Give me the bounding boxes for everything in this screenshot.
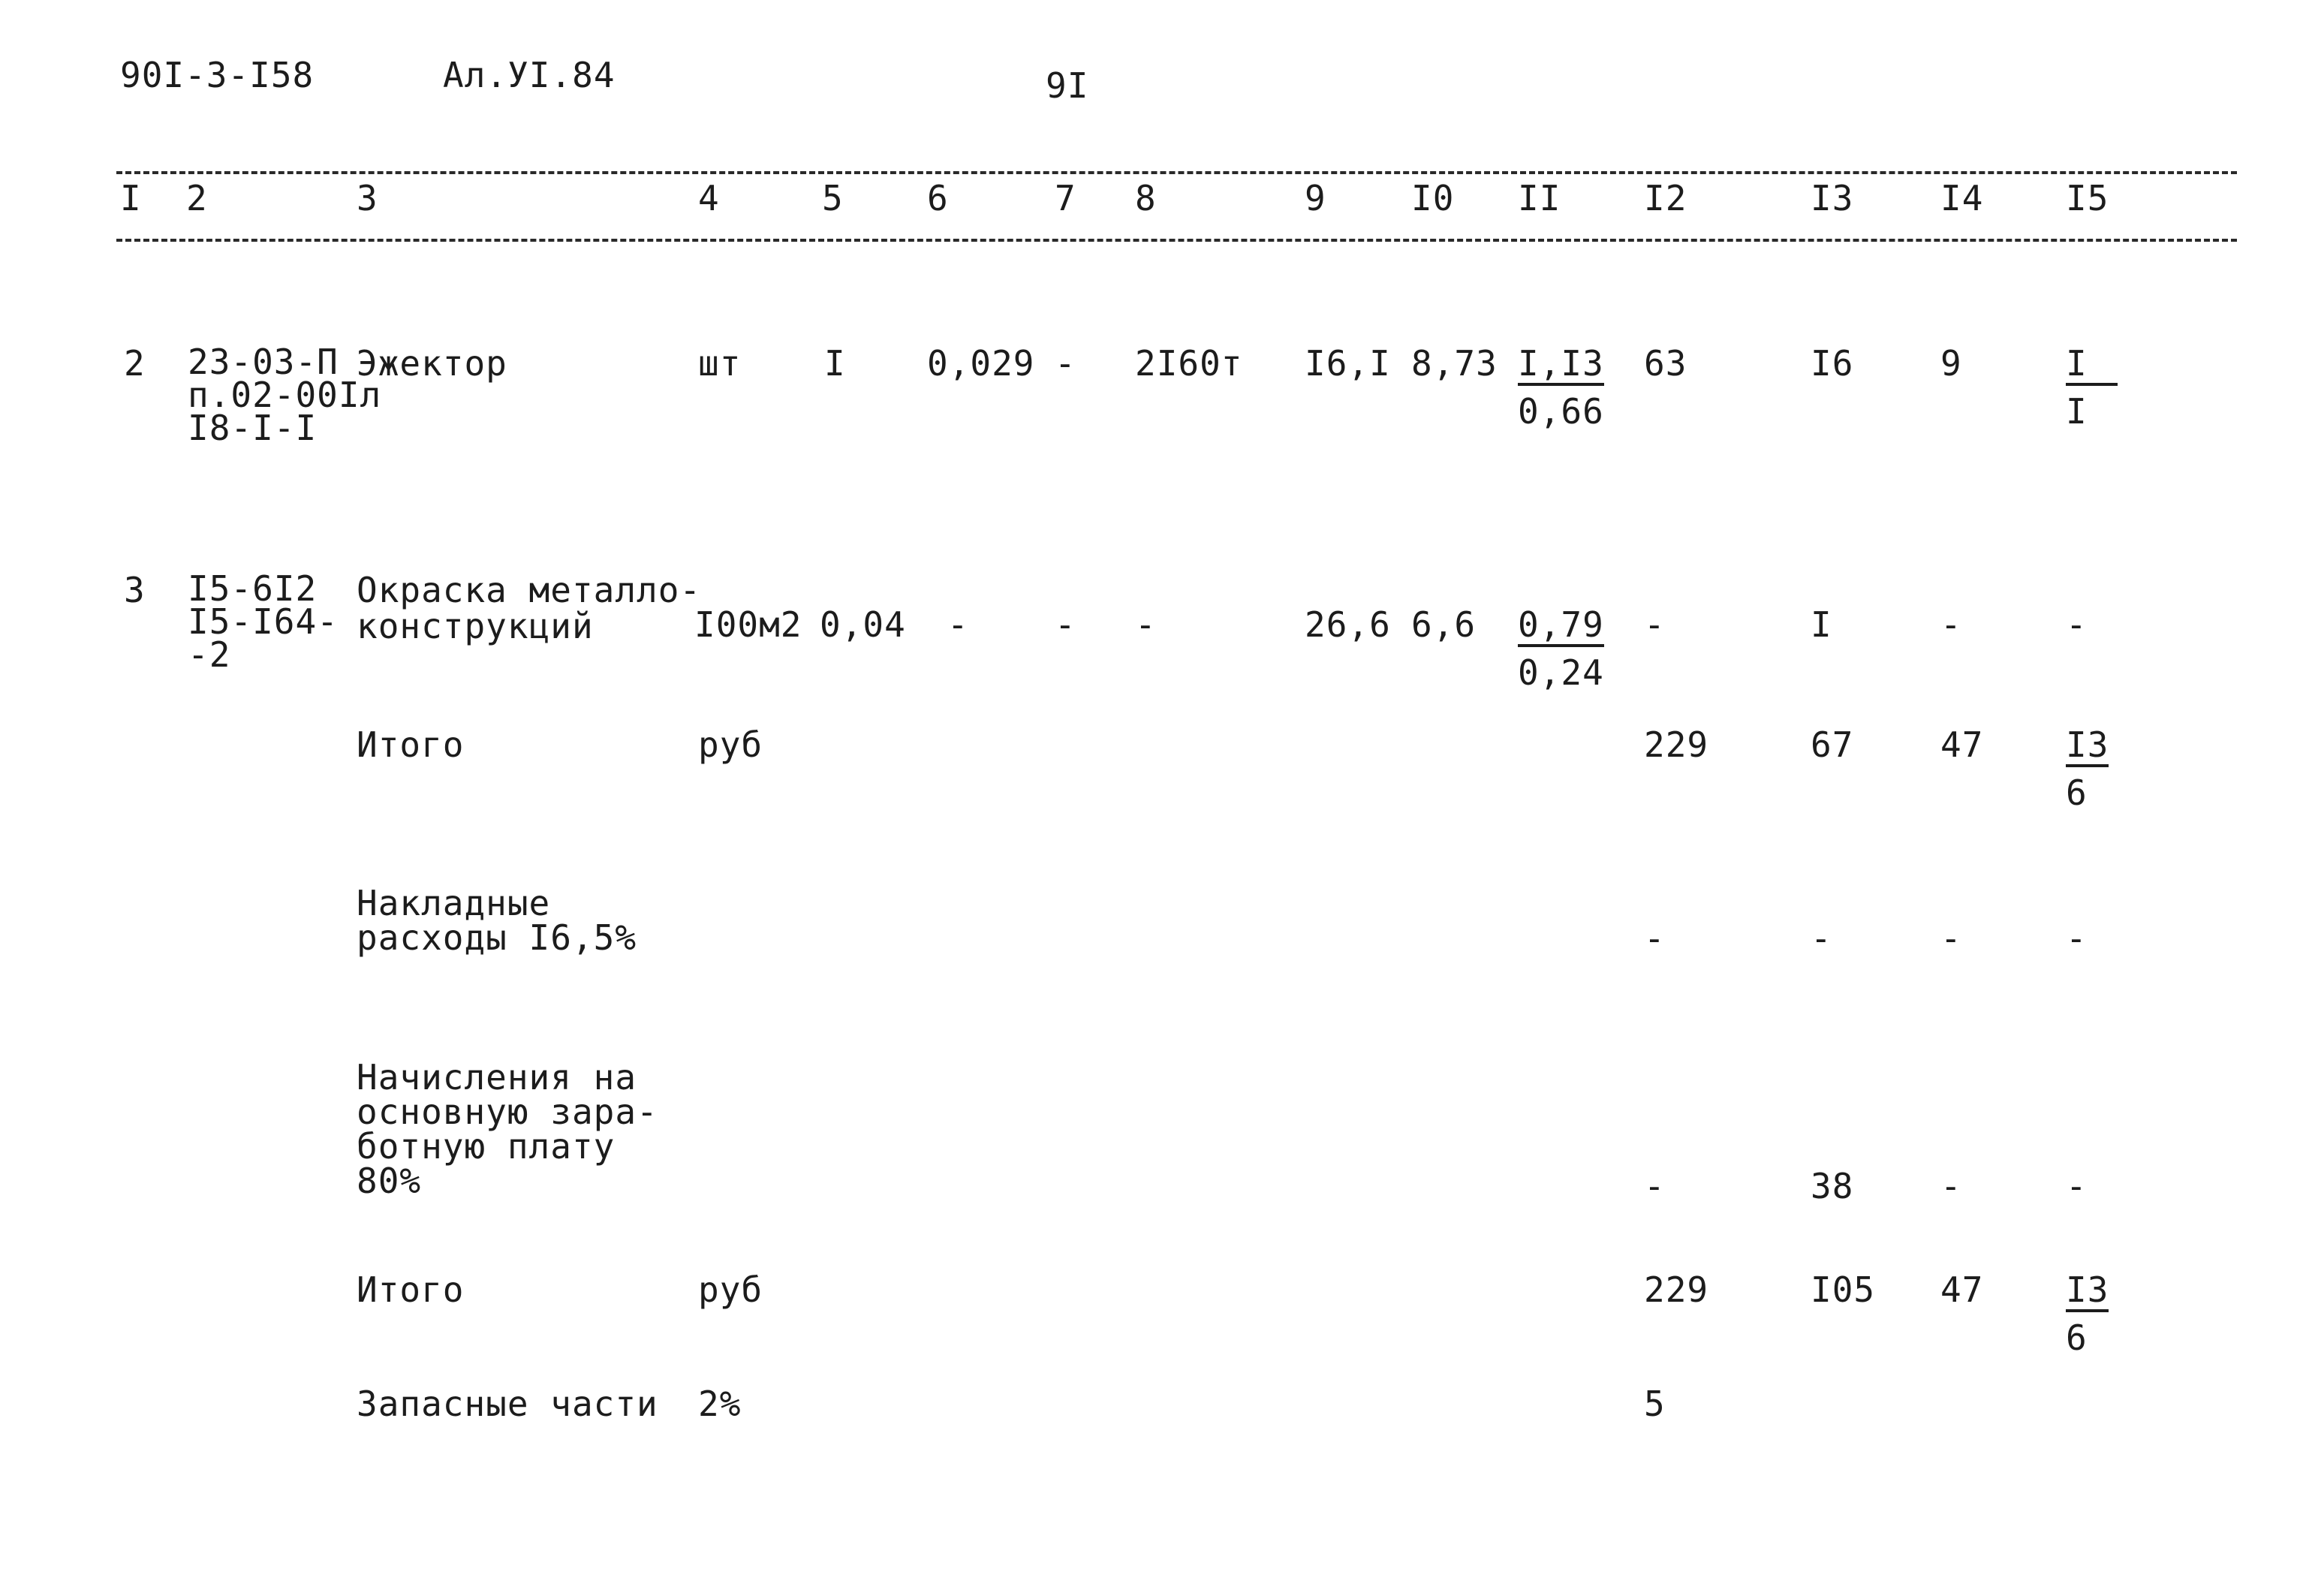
row-number: 3 <box>124 570 146 610</box>
row-number: 2 <box>124 343 146 384</box>
column-12-value: 229 <box>1644 724 1709 765</box>
item-name: Итого <box>357 724 465 765</box>
fraction-denominator: 0,24 <box>1518 652 1604 693</box>
column-14-value: 47 <box>1940 1269 1984 1310</box>
column-15-fraction <box>2066 1269 2109 1358</box>
unit: 2% <box>698 1384 742 1424</box>
column-13-value: I <box>1811 604 1832 645</box>
column-15-value: - <box>2066 604 2088 645</box>
item-name: Накладные расходы I6,5% <box>357 883 637 958</box>
quantity: I <box>824 343 846 384</box>
column-14-value: - <box>1940 1166 1962 1206</box>
quantity: 0,04 <box>820 604 906 645</box>
column-header-14: I4 <box>1940 178 1984 218</box>
item-name: Окраска металло- конструкций <box>357 570 702 646</box>
unit: шт <box>698 343 742 384</box>
column-13-value: - <box>1811 918 1832 959</box>
column-header-10: I0 <box>1411 178 1455 218</box>
column-6-value: 0,029 <box>927 343 1035 384</box>
header-bottom-rule <box>116 239 2237 242</box>
column-header-9: 9 <box>1305 178 1326 218</box>
header-top-rule <box>116 171 2237 174</box>
column-12-value: 229 <box>1644 1269 1709 1310</box>
unit: руб <box>698 1269 763 1310</box>
column-header-1: I <box>120 178 142 218</box>
column-9-value: I6,I <box>1305 343 1391 384</box>
fraction-denominator: 6 <box>2066 772 2088 813</box>
fraction-numerator: 0,79 <box>1518 607 1604 647</box>
column-header-7: 7 <box>1055 178 1076 218</box>
album-reference: Ал.УI.84 <box>443 55 616 95</box>
column-14-value: - <box>1940 918 1962 959</box>
document-code: 90I-3-I58 <box>120 55 315 95</box>
column-header-13: I3 <box>1811 178 1854 218</box>
column-header-2: 2 <box>186 178 208 218</box>
column-13-value: I05 <box>1811 1269 1876 1310</box>
fraction-denominator: I <box>2066 391 2088 432</box>
item-name: Эжектор <box>357 343 507 384</box>
column-12-value: 5 <box>1644 1384 1666 1424</box>
column-15-value: - <box>2066 918 2088 959</box>
column-header-6: 6 <box>927 178 949 218</box>
column-10-value: 8,73 <box>1411 343 1498 384</box>
column-header-3: 3 <box>357 178 378 218</box>
column-14-value: 47 <box>1940 724 1984 765</box>
item-name: Начисления на основную зара- ботную плату 80% <box>357 1057 658 1201</box>
column-header-4: 4 <box>698 178 720 218</box>
price-code: 23-03-П п.02-00Iл I8-I-I <box>188 342 382 448</box>
unit: руб <box>698 724 763 765</box>
column-13-value: 67 <box>1811 724 1854 765</box>
item-name: Запасные части <box>357 1384 658 1424</box>
column-8-value: 2I60т <box>1135 343 1243 384</box>
fraction-numerator: I3 <box>2066 727 2109 767</box>
fraction-numerator: I <box>2066 345 2118 386</box>
column-13-value: I6 <box>1811 343 1854 384</box>
fraction-numerator: I3 <box>2066 1272 2109 1312</box>
column-15-value: - <box>2066 1166 2088 1206</box>
column-header-5: 5 <box>822 178 844 218</box>
column-12-value: - <box>1644 604 1666 645</box>
column-15-fraction <box>2066 724 2109 813</box>
price-code: I5-6I2 I5-I64- -2 <box>188 568 339 675</box>
column-7-value: - <box>1055 604 1076 645</box>
column-13-value: 38 <box>1811 1166 1854 1206</box>
column-11-fraction <box>1518 343 1604 432</box>
item-name: Итого <box>357 1269 465 1310</box>
column-6-value: - <box>947 604 969 645</box>
column-header-15: I5 <box>2066 178 2109 218</box>
column-8-value: - <box>1135 604 1157 645</box>
column-7-value: - <box>1055 343 1076 384</box>
page-number: 9I <box>1046 65 1089 106</box>
column-15-fraction <box>2066 343 2118 432</box>
fraction-numerator: I,I3 <box>1518 345 1604 386</box>
column-11-fraction <box>1518 604 1604 693</box>
column-10-value: 6,6 <box>1411 604 1477 645</box>
column-14-value: - <box>1940 604 1962 645</box>
column-header-11: II <box>1518 178 1561 218</box>
unit: I00м2 <box>694 604 802 645</box>
fraction-denominator: 6 <box>2066 1317 2088 1358</box>
column-header-12: I2 <box>1644 178 1687 218</box>
column-9-value: 26,6 <box>1305 604 1391 645</box>
column-14-value: 9 <box>1940 343 1962 384</box>
column-12-value: 63 <box>1644 343 1687 384</box>
column-12-value: - <box>1644 918 1666 959</box>
column-12-value: - <box>1644 1166 1666 1206</box>
fraction-denominator: 0,66 <box>1518 391 1604 432</box>
column-header-8: 8 <box>1135 178 1157 218</box>
